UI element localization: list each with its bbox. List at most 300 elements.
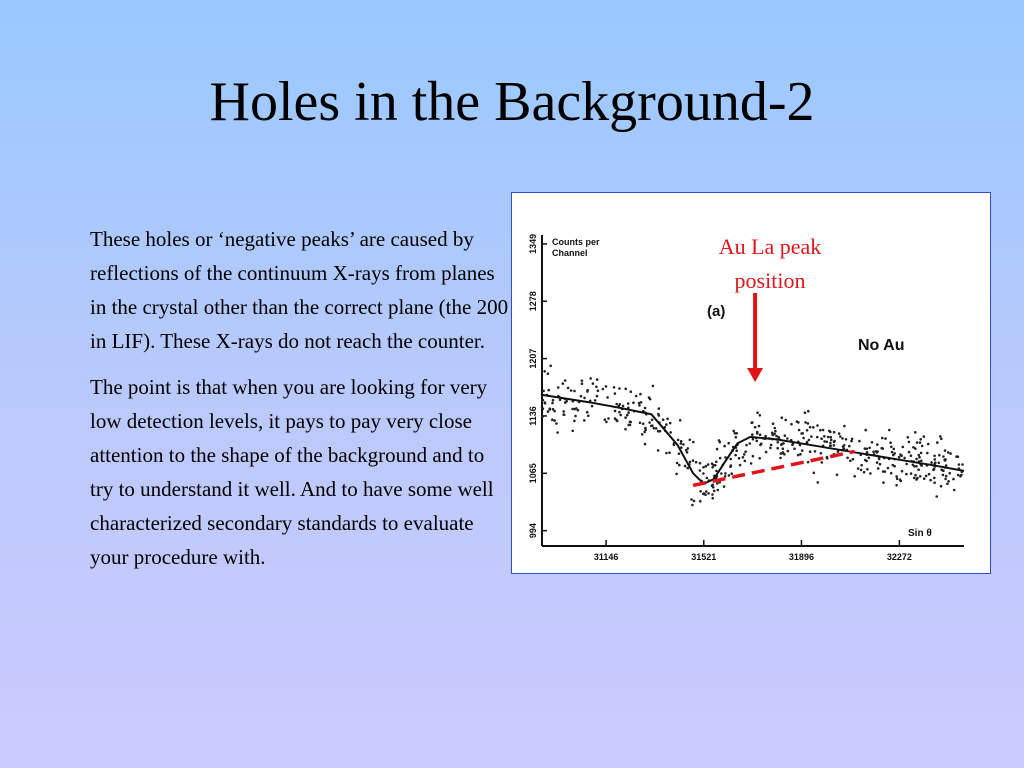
data-point: [693, 500, 696, 503]
data-point: [668, 451, 671, 454]
data-point: [887, 467, 890, 470]
data-point: [934, 458, 937, 461]
data-point: [580, 395, 583, 398]
data-point: [619, 414, 622, 417]
data-point: [542, 399, 545, 402]
data-point: [699, 500, 702, 503]
data-point: [891, 451, 894, 454]
data-point: [583, 419, 586, 422]
data-point: [615, 403, 618, 406]
data-point: [760, 442, 763, 445]
data-point: [884, 437, 887, 440]
data-point: [807, 461, 810, 464]
data-point: [808, 439, 811, 442]
data-point: [848, 445, 851, 448]
data-point: [796, 420, 799, 423]
data-point: [711, 466, 714, 469]
data-point: [605, 421, 608, 424]
data-point: [713, 490, 716, 493]
data-point: [716, 448, 719, 451]
data-point: [717, 489, 720, 492]
data-point: [555, 422, 558, 425]
x-tick-label: 32272: [886, 552, 912, 562]
data-point: [801, 449, 804, 452]
data-point: [727, 442, 730, 445]
y-tick-label: 1207: [528, 348, 538, 369]
data-point: [567, 387, 570, 390]
data-point: [919, 475, 922, 478]
data-point: [630, 390, 633, 393]
data-point: [933, 481, 936, 484]
data-point: [889, 441, 892, 444]
data-point: [813, 472, 816, 475]
data-point: [723, 445, 726, 448]
data-point: [691, 504, 694, 507]
baseline-dashed-line: [693, 452, 855, 486]
data-point: [944, 478, 947, 481]
data-point: [800, 432, 803, 435]
data-point: [806, 441, 809, 444]
data-point: [596, 378, 599, 381]
data-point: [947, 480, 950, 483]
data-point: [596, 395, 599, 398]
data-point: [864, 429, 867, 432]
data-point: [952, 478, 955, 481]
data-point: [719, 457, 722, 460]
data-point: [592, 382, 595, 385]
data-point: [673, 444, 676, 447]
data-point: [822, 429, 825, 432]
data-point: [774, 427, 777, 430]
data-point: [542, 415, 545, 418]
data-point: [784, 434, 787, 437]
data-point: [751, 433, 754, 436]
data-point: [657, 449, 660, 452]
data-point: [936, 441, 939, 444]
data-point: [917, 468, 920, 471]
data-point: [836, 474, 839, 477]
data-point: [728, 474, 731, 477]
data-point: [607, 417, 610, 420]
data-point: [919, 441, 922, 444]
data-point: [933, 455, 936, 458]
data-point: [915, 465, 918, 468]
data-point: [682, 443, 685, 446]
data-point: [809, 450, 812, 453]
data-point: [957, 455, 960, 458]
slide-title: Holes in the Background-2: [209, 71, 815, 133]
data-point: [626, 414, 629, 417]
data-point: [914, 474, 917, 477]
data-point: [675, 473, 678, 476]
data-point: [658, 407, 661, 410]
data-point: [573, 420, 576, 423]
data-point: [574, 415, 577, 418]
data-point: [714, 464, 717, 467]
data-point: [735, 436, 738, 439]
data-point: [651, 424, 654, 427]
data-point: [919, 438, 922, 441]
data-point: [782, 447, 785, 450]
data-point: [557, 386, 560, 389]
data-point: [729, 458, 732, 461]
data-point: [678, 464, 681, 467]
data-point: [933, 468, 936, 471]
data-point: [627, 402, 630, 405]
data-point: [920, 452, 923, 455]
data-point: [605, 385, 608, 388]
data-point: [961, 463, 964, 466]
data-point: [638, 404, 641, 407]
data-point: [692, 459, 695, 462]
data-point: [771, 432, 774, 435]
data-point: [898, 456, 901, 459]
data-point: [684, 465, 687, 468]
data-point: [614, 410, 617, 413]
data-point: [627, 411, 630, 414]
data-point: [734, 454, 737, 457]
body-text: [90, 222, 510, 586]
data-point: [606, 396, 609, 399]
data-point: [723, 485, 726, 488]
data-point: [826, 441, 829, 444]
data-point: [959, 475, 962, 478]
panel-label: (a): [707, 303, 726, 320]
data-point: [866, 468, 869, 471]
data-point: [591, 405, 594, 408]
y-tick-label: 1136: [528, 406, 538, 426]
data-point: [781, 452, 784, 455]
data-point: [860, 469, 863, 472]
data-point: [942, 455, 945, 458]
data-point: [946, 483, 949, 486]
y-axis-label-line2: Channel: [552, 248, 588, 258]
data-point: [669, 431, 672, 434]
data-point: [553, 410, 556, 413]
data-point: [846, 457, 849, 460]
data-point: [816, 436, 819, 439]
data-point: [776, 447, 779, 450]
data-point: [895, 484, 898, 487]
data-point: [908, 441, 911, 444]
data-point: [852, 458, 855, 461]
data-point: [869, 472, 872, 475]
data-point: [711, 493, 714, 496]
data-point: [849, 460, 852, 463]
x-axis-label: Sin θ: [908, 528, 932, 539]
data-point: [690, 498, 693, 501]
data-point: [921, 445, 924, 448]
data-point: [541, 406, 544, 409]
data-point: [735, 449, 738, 452]
data-point: [562, 413, 565, 416]
data-point: [639, 393, 642, 396]
data-point: [827, 436, 830, 439]
data-point: [711, 497, 714, 500]
data-point: [552, 399, 555, 402]
data-point: [797, 454, 800, 457]
data-point: [720, 472, 723, 475]
data-point: [810, 435, 813, 438]
data-point: [841, 437, 844, 440]
data-point: [749, 442, 752, 445]
data-point: [652, 385, 655, 388]
data-point: [809, 426, 812, 429]
data-point: [642, 423, 645, 426]
data-point: [893, 465, 896, 468]
data-point: [833, 444, 836, 447]
data-point: [677, 439, 680, 442]
data-point: [802, 437, 805, 440]
data-point: [833, 441, 836, 444]
data-point: [679, 419, 682, 422]
data-point: [877, 467, 880, 470]
data-point: [765, 451, 768, 454]
data-point: [770, 444, 773, 447]
data-point: [618, 387, 621, 390]
data-point: [918, 454, 921, 457]
data-point: [702, 472, 705, 475]
data-point: [549, 408, 552, 411]
data-point: [641, 433, 644, 436]
data-point: [614, 417, 617, 420]
data-point: [804, 421, 807, 424]
data-point: [644, 443, 647, 446]
data-point: [829, 431, 832, 434]
data-point: [807, 422, 810, 425]
data-point: [791, 444, 794, 447]
data-point: [912, 464, 915, 467]
data-point: [865, 460, 868, 463]
data-point: [758, 425, 761, 428]
data-point: [905, 463, 908, 466]
data-point: [920, 460, 923, 463]
data-point: [597, 390, 600, 393]
data-point: [648, 421, 651, 424]
data-point: [851, 438, 854, 441]
data-point: [868, 457, 871, 460]
data-point: [872, 450, 875, 453]
data-point: [622, 405, 625, 408]
data-point: [905, 473, 908, 476]
data-point: [629, 424, 632, 427]
data-point: [845, 438, 848, 441]
data-point: [823, 440, 826, 443]
data-point: [665, 452, 668, 455]
data-point: [744, 460, 747, 463]
data-point: [838, 432, 841, 435]
paragraph-detection-advice: The point is that when you are looking for very low detection levels, it pays to pay very close attention to the shape of the background and to try to understand it well. And to have some well characterized secondary standards to evaluate your procedure with.: [90, 375, 494, 569]
data-point: [716, 482, 719, 485]
data-point: [812, 426, 815, 429]
data-point: [699, 462, 702, 465]
data-point: [692, 441, 695, 444]
data-point: [899, 453, 902, 456]
data-point: [893, 448, 896, 451]
data-point: [958, 463, 961, 466]
data-point: [784, 419, 787, 422]
data-point: [875, 450, 878, 453]
data-point: [553, 419, 556, 422]
data-point: [587, 415, 590, 418]
data-point: [806, 429, 809, 432]
data-point: [915, 478, 918, 481]
data-point: [695, 461, 698, 464]
data-point: [902, 446, 905, 449]
data-point: [752, 455, 755, 458]
data-point: [638, 402, 641, 405]
data-point: [899, 478, 902, 481]
data-point: [942, 469, 945, 472]
data-point: [843, 425, 846, 428]
data-point: [571, 408, 574, 411]
data-point: [814, 450, 817, 453]
data-point: [738, 457, 741, 460]
data-point: [807, 410, 810, 413]
data-point: [934, 461, 937, 464]
data-point: [821, 461, 824, 464]
data-point: [926, 452, 929, 455]
data-point: [787, 450, 790, 453]
data-point: [745, 444, 748, 447]
data-point: [730, 464, 733, 467]
data-point: [752, 438, 755, 441]
data-point: [595, 386, 598, 389]
data-point: [876, 461, 879, 464]
data-point: [839, 435, 842, 438]
data-point: [876, 443, 879, 446]
y-axis-ticks: [528, 234, 547, 538]
data-point: [935, 495, 938, 498]
data-point: [858, 440, 861, 443]
y-tick-label: 994: [528, 523, 538, 539]
data-point: [699, 469, 702, 472]
data-point: [799, 453, 802, 456]
data-point: [564, 379, 567, 382]
data-point: [944, 449, 947, 452]
data-point: [881, 437, 884, 440]
data-point: [604, 418, 607, 421]
data-point: [819, 429, 822, 432]
data-point: [687, 447, 690, 450]
data-point: [933, 477, 936, 480]
data-point: [857, 467, 860, 470]
data-point: [866, 451, 869, 454]
data-point: [830, 439, 833, 442]
data-point: [570, 389, 573, 392]
data-point: [657, 430, 660, 433]
x-tick-label: 31521: [691, 552, 717, 562]
data-point: [880, 447, 883, 450]
data-point: [689, 461, 692, 464]
data-point: [594, 399, 597, 402]
data-point: [655, 427, 658, 430]
data-point: [829, 436, 832, 439]
data-point: [864, 447, 867, 450]
data-point: [657, 413, 660, 416]
data-point: [947, 451, 950, 454]
data-point: [777, 441, 780, 444]
data-point: [618, 411, 621, 414]
y-axis-label-line1: Counts per: [552, 237, 600, 247]
data-point: [773, 433, 776, 436]
data-point: [702, 466, 705, 469]
data-point: [583, 397, 586, 400]
data-point: [853, 475, 856, 478]
data-point: [669, 422, 672, 425]
data-point: [890, 472, 893, 475]
data-point: [562, 382, 565, 385]
data-point: [680, 440, 683, 443]
data-point: [613, 386, 616, 389]
chart-title: No Au: [858, 337, 905, 354]
data-point: [743, 453, 746, 456]
data-point: [786, 437, 789, 440]
data-point: [868, 447, 871, 450]
annotation-arrow-head: [747, 368, 763, 382]
data-point: [707, 463, 710, 466]
data-point: [718, 439, 721, 442]
data-point: [562, 410, 565, 413]
data-point: [884, 470, 887, 473]
data-point: [702, 493, 705, 496]
data-point: [543, 370, 546, 373]
data-point: [547, 410, 550, 413]
data-point: [769, 447, 772, 450]
data-point: [850, 440, 853, 443]
data-point: [820, 452, 823, 455]
data-point: [823, 435, 826, 438]
data-point: [908, 451, 911, 454]
au-la-peak-annotation: Au La peak position: [718, 234, 822, 293]
data-point: [945, 475, 948, 478]
data-point: [929, 479, 932, 482]
data-point: [756, 432, 759, 435]
data-point: [907, 436, 910, 439]
data-point: [542, 390, 545, 393]
data-point: [923, 435, 926, 438]
data-point: [705, 465, 708, 468]
data-point: [938, 454, 941, 457]
data-point: [774, 430, 777, 433]
data-point: [820, 437, 823, 440]
data-point: [957, 474, 960, 477]
x-tick-label: 31146: [593, 552, 619, 562]
data-point: [750, 462, 753, 465]
data-point: [705, 490, 708, 493]
data-point: [775, 435, 778, 438]
data-point: [744, 450, 747, 453]
data-point: [915, 458, 918, 461]
data-point: [923, 477, 926, 480]
data-point: [711, 462, 714, 465]
data-point: [764, 435, 767, 438]
data-point: [678, 452, 681, 455]
data-point: [724, 472, 727, 475]
data-point: [551, 418, 554, 421]
data-point: [699, 490, 702, 493]
data-point: [860, 464, 863, 467]
data-point: [643, 431, 646, 434]
data-point: [758, 457, 761, 460]
data-point: [651, 419, 654, 422]
data-point: [896, 477, 899, 480]
data-point: [665, 423, 668, 426]
x-axis-ticks: [594, 540, 912, 562]
data-point: [940, 485, 943, 488]
data-point: [781, 416, 784, 419]
data-point: [914, 431, 917, 434]
